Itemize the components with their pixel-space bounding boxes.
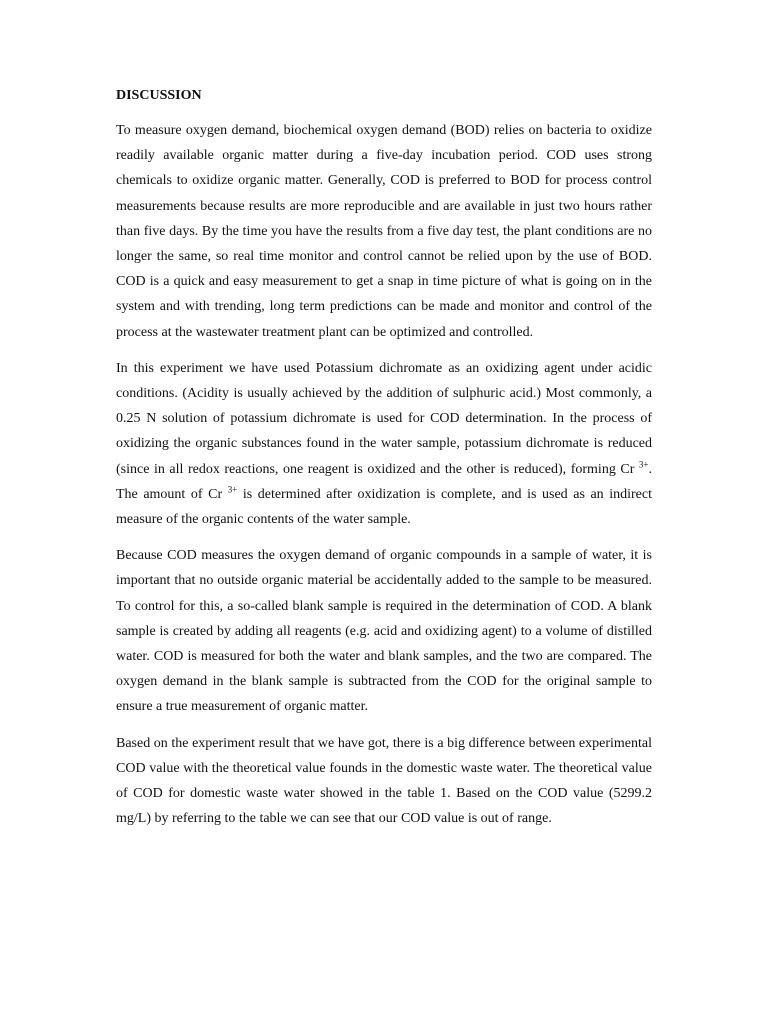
superscript-charge-1: 3+ bbox=[638, 458, 649, 469]
paragraph-blank-sample: Because COD measures the oxygen demand of organic compounds in a sample of water, it is important that no outside organic material be accidentally added to the sample to be measured. To control for this, a so-called blank sample is required in the determination of COD. A blank sample is created by adding all reagents (e.g. acid and oxidizing agent) to a volume of distilled water. COD is measured for both the water and blank samples, and the two are compared. The oxygen demand in the blank sample is subtracted from the COD for the original sample to ensure a true measurement of organic matter. bbox=[116, 548, 652, 715]
paragraph-bod-vs-cod: To measure oxygen demand, biochemical oxygen demand (BOD) relies on bacteria to oxidize readily available organic matter during a five-day incubation period. COD uses strong chemicals to oxidize organic matter. Generally, COD is preferred to BOD for process control measurements because results are more reproducible and are available in just two hours rather than five days. By the time you have the results from a five day test, the plant conditions are no longer the same, so real time monitor and control cannot be relied upon by the use of BOD. COD is a quick and easy measurement to get a snap in time picture of what is going on in the system and with trending, long term predictions can be made and monitor and control of the process at the wastewater treatment plant can be optimized and controlled. bbox=[116, 123, 652, 340]
document-page bbox=[116, 86, 652, 842]
paragraph-dichromate-text-a: In this experiment we have used Potassium dichromate as an oxidizing agent under acidic conditions. (Acidity is usually achieved by the addition of sulphuric acid.) Most commonly, a 0.25 N solution of potassium dichromate is used for COD determination. In the process of oxidizing the organic substances found in the water sample, potassium dichromate is reduced (since in all redox reactions, one reagent is oxidized and the other is reduced), forming Cr bbox=[116, 360, 652, 477]
paragraph-dichromate bbox=[116, 356, 652, 532]
paragraph-dichromate-text-b: . The amount of Cr bbox=[116, 461, 652, 502]
paragraph-result: Based on the experiment result that we have got, there is a big difference between experimental COD value with the theoretical value founds in the domestic waste water. The theoretical value of COD for domestic waste water showed in the table 1. Based on the COD value (5299.2 mg/L) by referring to the table we can see that our COD value is out of range. bbox=[116, 735, 652, 827]
paragraph-dichromate-text-c: is determined after oxidization is complete, and is used as an indirect measure of the organic contents of the water sample. bbox=[116, 486, 652, 528]
superscript-charge-2: 3+ bbox=[227, 484, 238, 495]
section-heading: DISCUSSION bbox=[116, 88, 202, 103]
